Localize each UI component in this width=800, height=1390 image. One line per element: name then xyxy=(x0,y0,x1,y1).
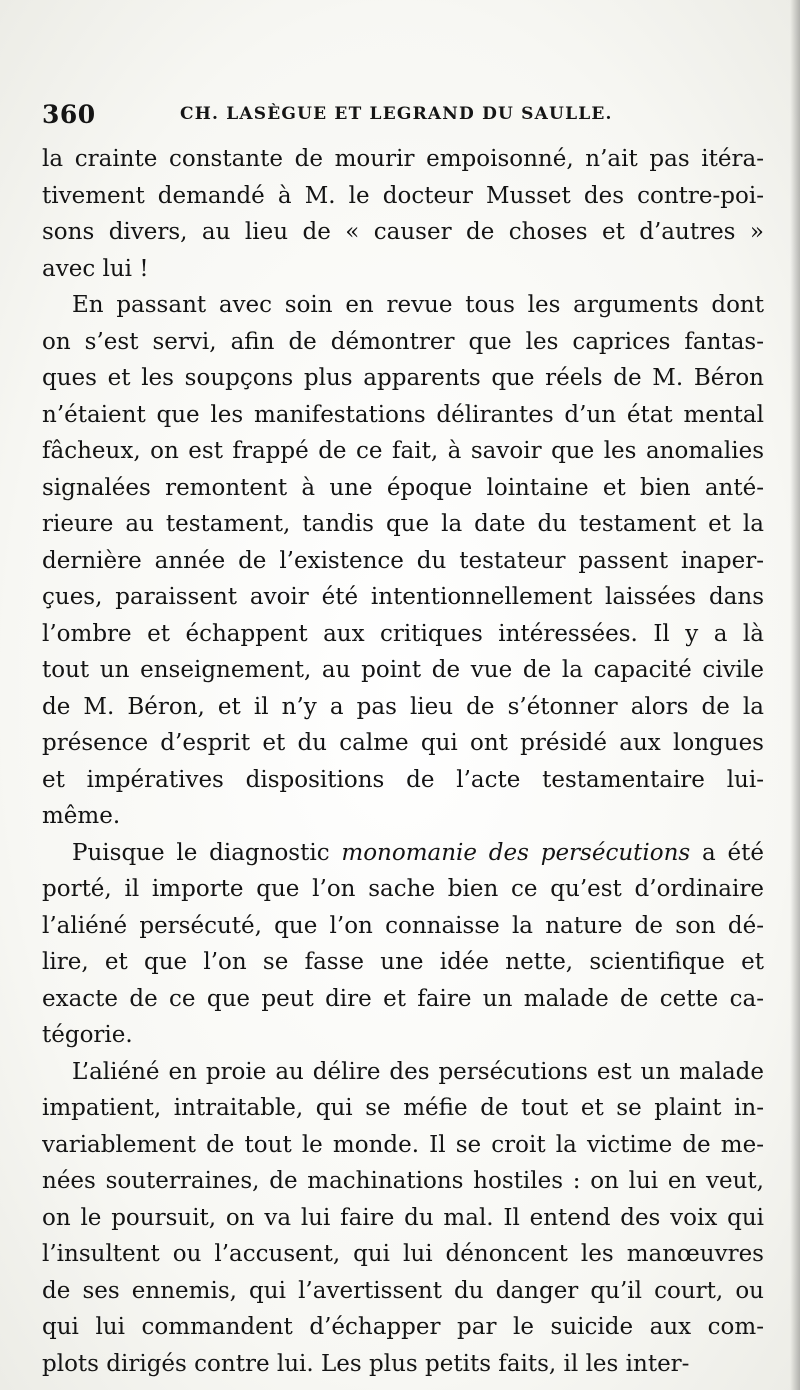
paragraph xyxy=(42,287,764,835)
text-line: avec lui ! xyxy=(42,255,149,282)
text-line: sons divers, au lieu de « causer de choses et d’autres » xyxy=(42,219,764,245)
paragraph xyxy=(42,141,764,287)
paragraph xyxy=(42,1054,764,1383)
text-line: tout un enseignement, au point de vue de la capacité civile xyxy=(42,657,764,683)
text-line: on s’est servi, afin de démontrer que les caprices fantas- xyxy=(42,328,764,355)
text-line: fâcheux, on est frappé de ce fait, à savoir que les anomalies xyxy=(42,438,764,464)
text-line: qui lui commandent d’échapper par le suicide aux com- xyxy=(42,1314,764,1340)
text-line: çues, paraissent avoir été intentionnellement laissées dans xyxy=(42,584,764,610)
text-line: rieure au testament, tandis que la date du testament et la xyxy=(42,511,764,537)
text-line: même. xyxy=(42,803,121,829)
text-line: impatient, intraitable, qui se méfie de tout et se plaint in- xyxy=(42,1095,764,1121)
text-line: tégorie. xyxy=(42,1022,133,1048)
text-line: L’aliéné en proie au délire des persécutions est un malade xyxy=(72,1058,764,1085)
text-line: nées souterraines, de machinations hostiles : on lui en veut, xyxy=(42,1168,764,1194)
text-line: tivement demandé à M. le docteur Musset des contre-poi- xyxy=(42,182,764,209)
text-line: dernière année de l’existence du testateur passent inaper- xyxy=(42,547,764,574)
text-line: la crainte constante de mourir empoisonné, n’ait pas itéra- xyxy=(42,146,764,172)
text-line: Puisque le diagnostic monomanie des persécutions a été xyxy=(72,839,764,866)
text-line: signalées remontent à une époque lointaine et bien anté- xyxy=(42,474,764,501)
text-line: n’étaient que les manifestations délirantes d’un état mental xyxy=(42,401,764,428)
text-line: on le poursuit, on va lui faire du mal. Il entend des voix qui xyxy=(42,1204,764,1231)
text-line: de M. Béron, et il n’y a pas lieu de s’étonner alors de la xyxy=(42,693,764,720)
running-title: CH. LASÈGUE ET LEGRAND DU SAULLE. xyxy=(180,104,613,124)
page-number: 360 xyxy=(42,100,96,129)
text-line: l’aliéné persécuté, que l’on connaisse la nature de son dé- xyxy=(42,912,764,939)
text-line: l’ombre et échappent aux critiques intéressées. Il y a là xyxy=(42,620,764,647)
text-line: En passant avec soin en revue tous les arguments dont xyxy=(72,292,764,318)
text-line: exacte de ce que peut dire et faire un malade de cette ca- xyxy=(42,985,764,1012)
text-line: lire, et que l’on se fasse une idée nette, scientifique et xyxy=(42,949,764,975)
page-header xyxy=(42,96,762,136)
text-line: l’insultent ou l’accusent, qui lui dénoncent les manœuvres xyxy=(42,1241,764,1267)
body-text xyxy=(42,141,764,1382)
text-line: présence d’esprit et du calme qui ont présidé aux longues xyxy=(42,730,764,756)
text-line: ques et les soupçons plus apparents que réels de M. Béron xyxy=(42,365,764,391)
text-line: plots dirigés contre lui. Les plus petits faits, il les inter- xyxy=(42,1350,690,1377)
text-line: de ses ennemis, qui l’avertissent du danger qu’il court, ou xyxy=(42,1277,764,1304)
text-line: et impératives dispositions de l’acte testamentaire lui- xyxy=(42,766,764,793)
text-line: porté, il importe que l’on sache bien ce qu’est d’ordinaire xyxy=(42,876,764,902)
page-edge-shadow xyxy=(790,0,800,1390)
text-line: variablement de tout le monde. Il se croit la victime de me- xyxy=(42,1131,764,1158)
paragraph xyxy=(42,835,764,1054)
